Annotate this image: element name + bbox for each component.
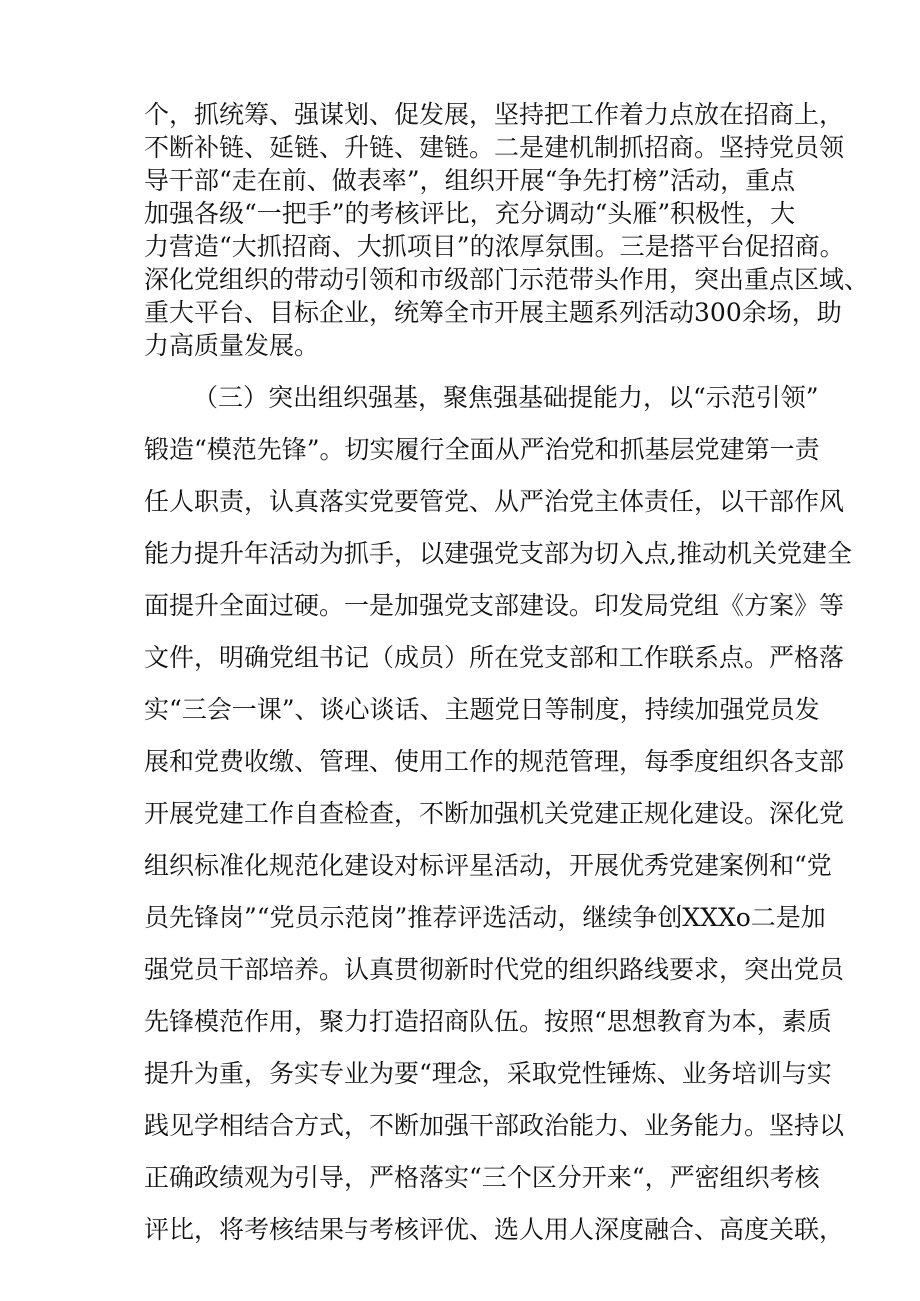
text-line: 评比，将考核结果与考核评优、选人用人深度融合、高度关联，	[144, 1215, 845, 1244]
text-line: 践见学相结合方式，不断加强干部政治能力、业务能力。坚持以	[144, 1111, 845, 1140]
text-line: 展和党费收缴、管理、使用工作的规范管理，每季度组织各支部	[144, 747, 845, 776]
text-line: （三）突出组织强基，聚焦强基础提能力，以“示范引领”	[193, 383, 819, 412]
text-line: 强党员干部培养。认真贯彻新时代党的组织路线要求，突出党员	[144, 955, 845, 984]
text-line: 能力提升年活动为抓手，以建强党支部为切入点,推动机关党建全	[144, 539, 852, 568]
text-line: 任人职责，认真落实党要管党、从严治党主体责任，以干部作风	[144, 487, 845, 516]
text-line: 锻造“模范先锋”。切实履行全面从严治党和抓基层党建第一责	[144, 435, 820, 464]
text-line: 开展党建工作自查检查，不断加强机关党建正规化建设。深化党	[144, 799, 845, 828]
text-line: 正确政绩观为引导，严格落实“三个区分开来“，严密组织考核	[144, 1163, 820, 1192]
text-line: 加强各级“一把手”的考核评比，充分调动“头雁”积极性，大	[144, 199, 796, 228]
text-line: 深化党组织的带动引领和市级部门示范带头作用，突出重点区域、	[144, 265, 870, 294]
text-line: 力营造“大抓招商、大抓项目”的浓厚氛围。三是搭平台促招商。	[144, 232, 845, 261]
text-line: 力高质量发展。	[144, 331, 320, 360]
text-line: 先锋模范作用，聚力打造招商队伍。按照“思想教育为本，素质	[144, 1007, 832, 1036]
text-line: 不断补链、延链、升链、建链。二是建机制抓招商。坚持党员领	[144, 133, 845, 162]
text-line: 员先锋岗”“党员示范岗”推荐评选活动，继续争创XXXo二是加	[144, 903, 826, 932]
text-line: 个，抓统筹、强谋划、促发展，坚持把工作着力点放在招商上，	[144, 100, 845, 129]
text-line: 面提升全面过硬。一是加强党支部建设。印发局党组《方案》等	[144, 591, 845, 620]
text-line: 实“三会一课”、谈心谈话、主题党日等制度，持续加强党员发	[144, 695, 820, 724]
text-line: 组织标准化规范化建设对标评星活动，开展优秀党建案例和“党	[144, 851, 832, 880]
text-line: 提升为重，务实专业为要“理念，采取党性锤炼、业务培训与实	[144, 1059, 832, 1088]
text-line: 文件，明确党组书记（成员）所在党支部和工作联系点。严格落	[144, 643, 845, 672]
text-line: 导干部“走在前、做表率”，组织开展“争先打榜”活动，重点	[144, 166, 796, 195]
text-line: 重大平台、目标企业，统筹全市开展主题系列活动300余场，助	[144, 298, 842, 327]
